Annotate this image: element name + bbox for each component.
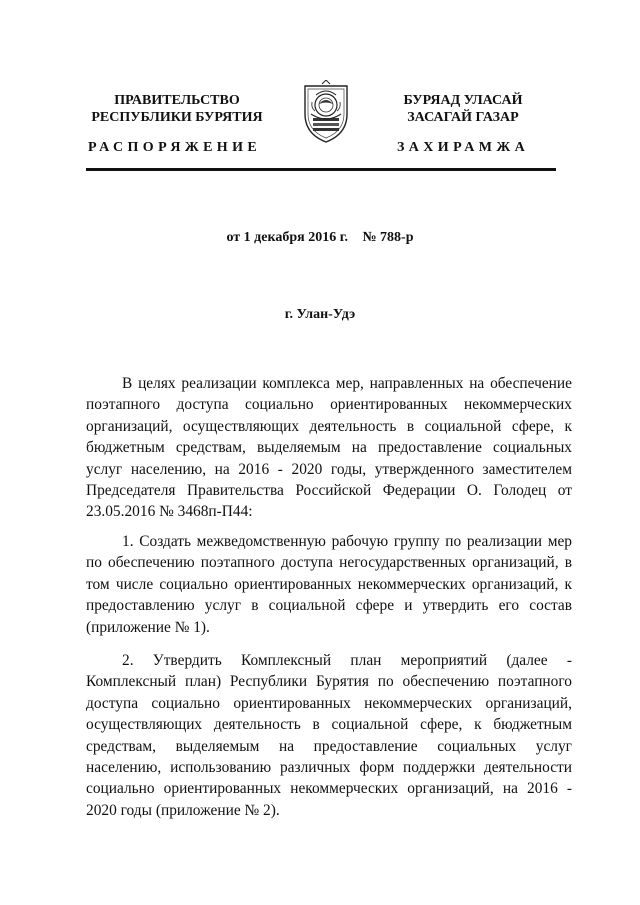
header-right-title <box>388 92 538 126</box>
coat-of-arms-of-buryatia-icon <box>302 80 350 144</box>
header-divider <box>86 168 556 171</box>
decree-city: г. Улан-Удэ <box>284 307 356 322</box>
document-type-russian: РАСПОРЯЖЕНИЕ <box>88 140 262 155</box>
document-type-buryat: ЗАХИРАМЖА <box>397 140 530 155</box>
item-2-paragraph: 2. Утвердить Комплексный план мероприятий (далее - Комплексный план) Республики Бурятия по обеспечению поэтапного доступа социально ориентированных некоммерческих организаций, осуществляющих деятельность в социальной сфере, к бюджетным средствам, выделяемым на предоставление социальных услуг населению, использованию различных форм поддержки деятельности социально ориентированных некоммерческих организаций, на 2016 - 2020 годы (приложение № 2). <box>86 652 572 819</box>
decree-number: № 788-р <box>362 230 414 245</box>
decree-date: от 1 декабря 2016 г. <box>226 230 348 245</box>
decree-date-number-line <box>0 230 640 246</box>
header-right-title-text: БУРЯАД УЛАСАЙ ЗАСАГАЙ ГАЗАР <box>403 93 523 125</box>
header-left-title <box>82 92 272 126</box>
header-left-title-text: ПРАВИТЕЛЬСТВО РЕСПУБЛИКИ БУРЯТИЯ <box>91 93 263 125</box>
item-1-paragraph: 1. Создать межведомственную рабочую группу по реализации мер по обеспечению поэтапного доступа негосударственных организаций, в том числе социально ориентированных некоммерческих организаций, к предоставлению услуг в социальной сфере и утвердить его состав (приложение № 1). <box>86 533 572 636</box>
preamble-paragraph: В целях реализации комплекса мер, направленных на обеспечение поэтапного доступа социально ориентированных некоммерческих организаций, осуществляющих деятельность в социальной сфере, к бюджетным средствам, выделяемым на предоставление социальных услуг населению, на 2016 - 2020 годы, утвержденного заместителем Председателя Правительства Российской Федерации О. Голодец от 23.05.2016 № 3468п-П44: <box>86 375 572 521</box>
